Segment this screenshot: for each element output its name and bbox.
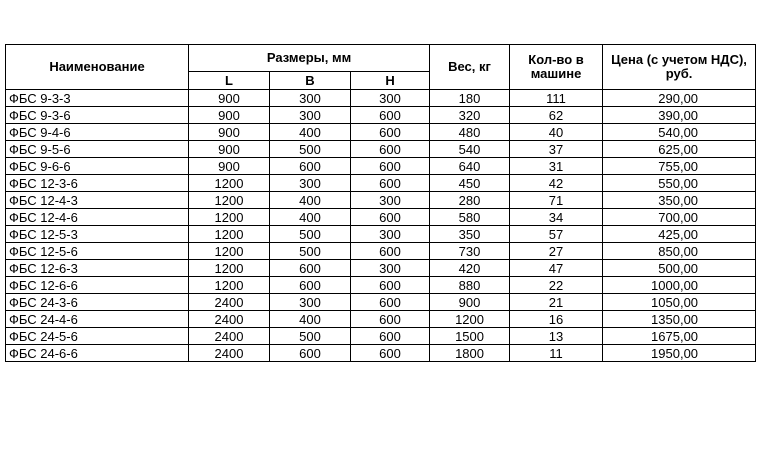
cell-length: 1200	[189, 277, 270, 294]
cell-qty: 71	[510, 192, 603, 209]
cell-price: 850,00	[603, 243, 756, 260]
cell-price: 1950,00	[603, 345, 756, 362]
header-name: Наименование	[6, 45, 189, 90]
cell-length: 1200	[189, 243, 270, 260]
cell-price: 350,00	[603, 192, 756, 209]
cell-price: 290,00	[603, 90, 756, 107]
cell-height: 600	[351, 158, 430, 175]
cell-width: 500	[270, 328, 351, 345]
cell-height: 300	[351, 192, 430, 209]
cell-width: 400	[270, 311, 351, 328]
table-row	[6, 175, 756, 192]
cell-width: 600	[270, 158, 351, 175]
header-price: Цена (с учетом НДС), руб.	[603, 45, 756, 90]
cell-width: 500	[270, 226, 351, 243]
cell-name: ФБС 9-3-3	[6, 90, 189, 107]
cell-weight: 350	[430, 226, 510, 243]
cell-height: 600	[351, 175, 430, 192]
cell-length: 900	[189, 107, 270, 124]
cell-name: ФБС 24-3-6	[6, 294, 189, 311]
cell-weight: 320	[430, 107, 510, 124]
header-height: H	[351, 72, 430, 90]
cell-length: 2400	[189, 311, 270, 328]
cell-width: 600	[270, 260, 351, 277]
cell-length: 1200	[189, 226, 270, 243]
table-row	[6, 311, 756, 328]
cell-weight: 1200	[430, 311, 510, 328]
cell-price: 390,00	[603, 107, 756, 124]
table-row	[6, 328, 756, 345]
cell-weight: 580	[430, 209, 510, 226]
cell-height: 300	[351, 226, 430, 243]
cell-height: 600	[351, 141, 430, 158]
cell-name: ФБС 9-5-6	[6, 141, 189, 158]
table-row	[6, 260, 756, 277]
cell-qty: 111	[510, 90, 603, 107]
cell-weight: 420	[430, 260, 510, 277]
cell-width: 300	[270, 294, 351, 311]
cell-length: 1200	[189, 192, 270, 209]
cell-width: 300	[270, 107, 351, 124]
cell-name: ФБС 9-4-6	[6, 124, 189, 141]
table-row	[6, 345, 756, 362]
cell-height: 300	[351, 260, 430, 277]
cell-price: 1000,00	[603, 277, 756, 294]
cell-length: 900	[189, 141, 270, 158]
cell-weight: 1500	[430, 328, 510, 345]
cell-height: 600	[351, 345, 430, 362]
cell-height: 300	[351, 90, 430, 107]
cell-height: 600	[351, 209, 430, 226]
cell-name: ФБС 12-5-3	[6, 226, 189, 243]
cell-width: 400	[270, 192, 351, 209]
header-weight: Вес, кг	[430, 45, 510, 90]
cell-width: 500	[270, 243, 351, 260]
cell-qty: 13	[510, 328, 603, 345]
cell-weight: 880	[430, 277, 510, 294]
cell-price: 1350,00	[603, 311, 756, 328]
cell-height: 600	[351, 107, 430, 124]
cell-qty: 31	[510, 158, 603, 175]
cell-width: 300	[270, 90, 351, 107]
cell-price: 425,00	[603, 226, 756, 243]
cell-length: 2400	[189, 294, 270, 311]
cell-price: 700,00	[603, 209, 756, 226]
cell-height: 600	[351, 277, 430, 294]
header-qty: Кол-во в машине	[510, 45, 603, 90]
cell-weight: 640	[430, 158, 510, 175]
table-row	[6, 90, 756, 107]
cell-qty: 21	[510, 294, 603, 311]
cell-name: ФБС 12-4-3	[6, 192, 189, 209]
cell-qty: 57	[510, 226, 603, 243]
cell-name: ФБС 9-6-6	[6, 158, 189, 175]
cell-qty: 47	[510, 260, 603, 277]
cell-length: 900	[189, 158, 270, 175]
cell-weight: 180	[430, 90, 510, 107]
cell-width: 600	[270, 345, 351, 362]
cell-width: 400	[270, 209, 351, 226]
table-row	[6, 158, 756, 175]
cell-length: 1200	[189, 175, 270, 192]
cell-weight: 1800	[430, 345, 510, 362]
cell-price: 500,00	[603, 260, 756, 277]
cell-height: 600	[351, 124, 430, 141]
cell-weight: 540	[430, 141, 510, 158]
cell-price: 550,00	[603, 175, 756, 192]
header-row	[6, 45, 756, 72]
cell-width: 500	[270, 141, 351, 158]
cell-length: 1200	[189, 209, 270, 226]
cell-name: ФБС 12-3-6	[6, 175, 189, 192]
cell-qty: 22	[510, 277, 603, 294]
cell-name: ФБС 12-5-6	[6, 243, 189, 260]
cell-qty: 62	[510, 107, 603, 124]
cell-price: 625,00	[603, 141, 756, 158]
table-body	[6, 90, 756, 362]
cell-height: 600	[351, 328, 430, 345]
cell-price: 540,00	[603, 124, 756, 141]
table-row	[6, 294, 756, 311]
cell-weight: 480	[430, 124, 510, 141]
header-length: L	[189, 72, 270, 90]
table-row	[6, 226, 756, 243]
cell-width: 400	[270, 124, 351, 141]
cell-qty: 40	[510, 124, 603, 141]
cell-name: ФБС 24-5-6	[6, 328, 189, 345]
cell-weight: 900	[430, 294, 510, 311]
table-row	[6, 209, 756, 226]
table-row	[6, 107, 756, 124]
cell-length: 900	[189, 124, 270, 141]
header-width: B	[270, 72, 351, 90]
header-dimensions: Размеры, мм	[189, 45, 430, 72]
cell-weight: 730	[430, 243, 510, 260]
cell-name: ФБС 12-6-6	[6, 277, 189, 294]
price-table	[5, 44, 756, 362]
cell-length: 1200	[189, 260, 270, 277]
cell-qty: 11	[510, 345, 603, 362]
table-row	[6, 243, 756, 260]
cell-height: 600	[351, 243, 430, 260]
cell-qty: 27	[510, 243, 603, 260]
cell-name: ФБС 9-3-6	[6, 107, 189, 124]
cell-price: 1050,00	[603, 294, 756, 311]
cell-name: ФБС 24-4-6	[6, 311, 189, 328]
cell-width: 600	[270, 277, 351, 294]
cell-width: 300	[270, 175, 351, 192]
cell-qty: 34	[510, 209, 603, 226]
table-row	[6, 192, 756, 209]
table-row	[6, 141, 756, 158]
cell-price: 1675,00	[603, 328, 756, 345]
cell-qty: 42	[510, 175, 603, 192]
cell-price: 755,00	[603, 158, 756, 175]
cell-name: ФБС 12-4-6	[6, 209, 189, 226]
cell-weight: 450	[430, 175, 510, 192]
cell-height: 600	[351, 311, 430, 328]
cell-qty: 16	[510, 311, 603, 328]
table-row	[6, 124, 756, 141]
cell-height: 600	[351, 294, 430, 311]
cell-name: ФБС 24-6-6	[6, 345, 189, 362]
cell-name: ФБС 12-6-3	[6, 260, 189, 277]
cell-length: 900	[189, 90, 270, 107]
table-row	[6, 277, 756, 294]
cell-length: 2400	[189, 345, 270, 362]
cell-qty: 37	[510, 141, 603, 158]
cell-weight: 280	[430, 192, 510, 209]
cell-length: 2400	[189, 328, 270, 345]
